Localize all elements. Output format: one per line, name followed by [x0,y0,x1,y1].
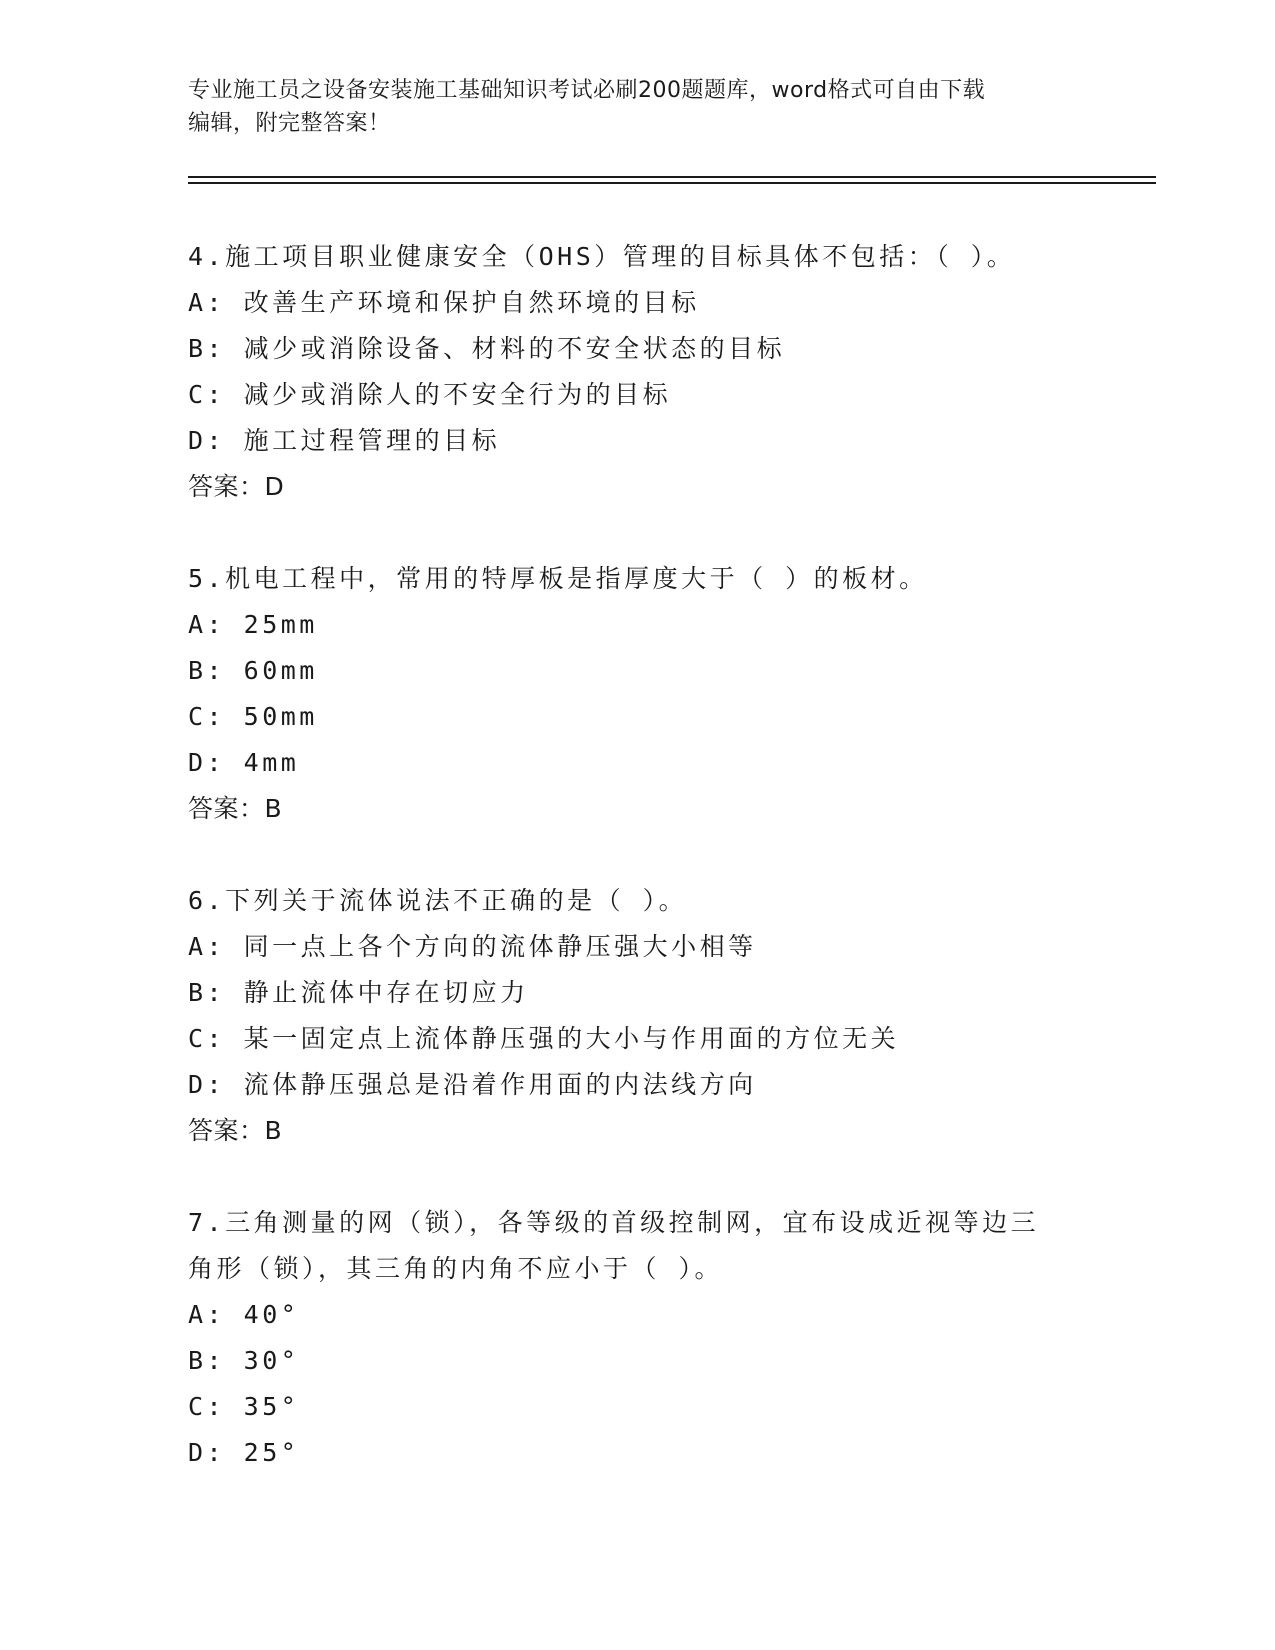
option-d: D: 施工过程管理的目标 [188,426,501,455]
option-b: B: 静止流体中存在切应力 [188,978,529,1007]
option-d: D: 25° [188,1438,300,1467]
question-stem: 4.施工项目职业健康安全（OHS）管理的目标具体不包括：（ ）。 [188,242,1016,271]
question-stem: 6.下列关于流体说法不正确的是（ ）。 [188,886,688,915]
option-b: B: 60mm [188,656,318,685]
header-divider-bottom [188,182,1156,184]
option-c: C: 减少或消除人的不安全行为的目标 [188,380,672,409]
question-stem: 5.机电工程中，常用的特厚板是指厚度大于（ ）的板材。 [188,564,928,593]
question-list [188,234,1088,1522]
document-header [188,74,1088,140]
option-a: A: 40° [188,1300,300,1329]
option-a: A: 改善生产环境和保护自然环境的目标 [188,288,700,317]
option-d: D: 4mm [188,748,300,777]
option-c: C: 50mm [188,702,318,731]
option-b: B: 30° [188,1346,300,1375]
option-c: C: 某一固定点上流体静压强的大小与作用面的方位无关 [188,1024,900,1053]
option-a: A: 25mm [188,610,318,639]
question-stem-line-2: 角形（锁），其三角的内角不应小于（ ）。 [188,1254,724,1283]
question-stem-line-1: 7.三角测量的网（锁），各等级的首级控制网，宜布设成近视等边三 [188,1208,1040,1237]
option-b: B: 减少或消除设备、材料的不安全状态的目标 [188,334,786,363]
answer-label: 答案：B [188,794,283,823]
option-c: C: 35° [188,1392,300,1421]
header-line-2: 编辑，附完整答案！ [188,111,391,136]
question-4 [188,234,1088,510]
option-d: D: 流体静压强总是沿着作用面的内法线方向 [188,1070,757,1099]
header-divider-top [188,176,1156,178]
option-a: A: 同一点上各个方向的流体静压强大小相等 [188,932,757,961]
answer-label: 答案：B [188,1116,283,1145]
question-7 [188,1200,1088,1476]
question-5 [188,556,1088,832]
header-line-1: 专业施工员之设备安装施工基础知识考试必刷200题题库，word格式可自由下载 [188,78,986,103]
question-6 [188,878,1088,1154]
answer-label: 答案：D [188,472,285,501]
